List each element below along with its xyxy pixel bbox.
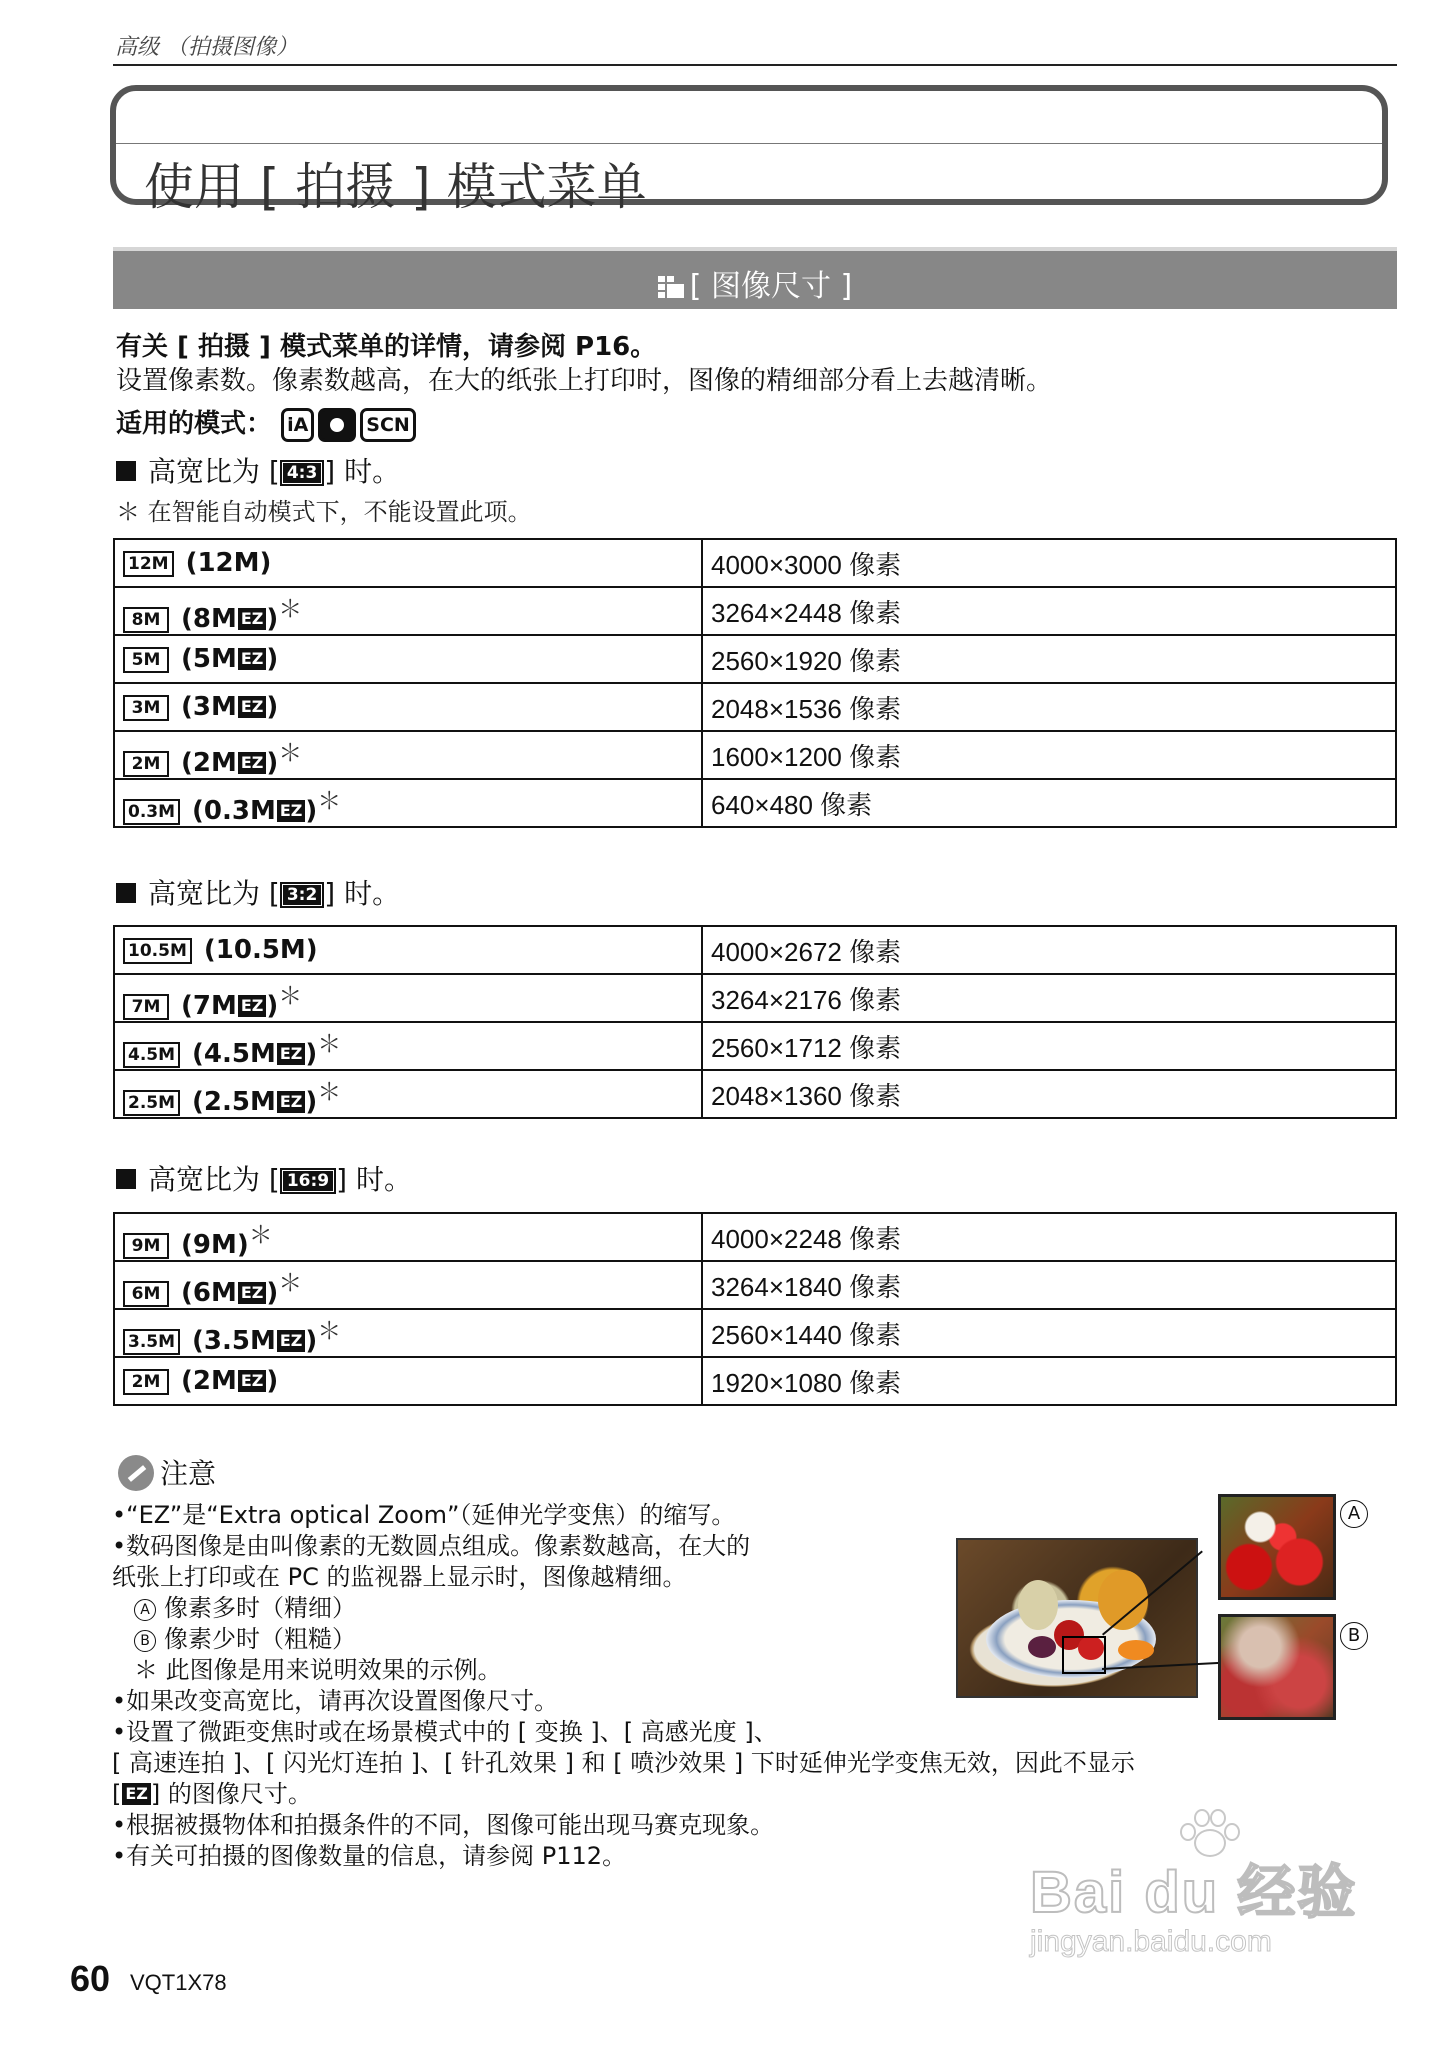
legend-a-text: 像素多时（精细）	[164, 1594, 356, 1622]
paw-logo-icon	[1180, 1805, 1240, 1855]
size-icon: 10.5M	[123, 938, 192, 964]
close-paren: )	[266, 747, 279, 778]
size-label: (10.5M	[203, 935, 306, 965]
zoom-region-box	[1062, 1636, 1106, 1674]
close-paren: )	[266, 1366, 279, 1396]
intro-reference: 有关 [ 拍摄 ] 模式菜单的详情，请参阅 P16。	[116, 332, 657, 362]
size-row	[114, 1357, 1396, 1405]
close-paren: )	[305, 1325, 318, 1356]
size-option-cell	[114, 635, 702, 683]
size-row	[114, 1261, 1396, 1309]
note-item: •设置了微距变焦时或在场景模式中的 [ 变换 ]、[ 高感光度 ]、	[112, 1718, 778, 1746]
size-label: (2M	[181, 747, 237, 778]
close-paren: )	[305, 795, 318, 826]
note-item: 纸张上打印或在 PC 的监视器上显示时，图像越精细。	[112, 1563, 687, 1591]
note-title: 注意	[160, 1457, 217, 1490]
size-label: (2.5M	[192, 1086, 276, 1117]
pencil-icon	[118, 1455, 154, 1491]
pixel-count-cell: 3264×2448 像素	[702, 587, 1396, 635]
size-option-cell	[114, 1261, 702, 1309]
asterisk-mark: ＊	[278, 981, 303, 1010]
ez-badge: EZ	[238, 648, 267, 670]
close-paren: )	[266, 644, 279, 674]
size-option-cell	[114, 1070, 702, 1118]
legend-b-text: 像素少时（粗糙）	[164, 1625, 356, 1653]
note-item: •根据被摄物体和拍摄条件的不同，图像可能出现马赛克现象。	[112, 1811, 775, 1839]
circle-a-icon: A	[1340, 1500, 1368, 1528]
size-row	[114, 539, 1396, 587]
size-option-cell	[114, 1357, 702, 1405]
size-icon: 8M	[123, 607, 169, 633]
close-paren: )	[266, 990, 279, 1021]
asterisk-mark: ＊	[317, 786, 342, 815]
size-row	[114, 635, 1396, 683]
size-label: (0.3M	[192, 795, 276, 826]
pixel-count-cell: 1600×1200 像素	[702, 731, 1396, 779]
size-option-cell	[114, 683, 702, 731]
bullet-square-icon	[116, 883, 136, 903]
close-paren: )	[266, 603, 279, 634]
ratio-suffix: ] 时。	[324, 877, 401, 910]
size-row	[114, 974, 1396, 1022]
size-label: (4.5M	[192, 1038, 276, 1069]
ratio-prefix: 高宽比为 [	[148, 877, 280, 910]
ratio-heading-3-2	[116, 872, 400, 912]
note-heading	[118, 1452, 216, 1492]
ratio-prefix: 高宽比为 [	[148, 1163, 280, 1196]
size-table-3-2	[113, 925, 1397, 1119]
circle-b-icon: B	[1340, 1622, 1368, 1650]
baidu-watermark	[1030, 1845, 1357, 1959]
ez-badge: EZ	[238, 1282, 267, 1304]
asterisk-mark: ＊	[278, 594, 303, 623]
size-label: (2M	[181, 1366, 237, 1396]
size-icon: 7M	[123, 994, 169, 1020]
pixel-count-cell: 3264×1840 像素	[702, 1261, 1396, 1309]
page-number: 60	[70, 1958, 111, 1999]
pixel-count-cell: 4000×3000 像素	[702, 539, 1396, 587]
asterisk-mark: ＊	[317, 1029, 342, 1058]
watermark-logo: Bai du 经验	[1030, 1860, 1358, 1925]
size-row	[114, 1309, 1396, 1357]
asterisk-mark: ＊	[317, 1316, 342, 1345]
size-option-cell	[114, 974, 702, 1022]
ratio-suffix: ] 时。	[336, 1163, 412, 1196]
size-row	[114, 1022, 1396, 1070]
asterisk-mark: ＊	[317, 1077, 342, 1106]
pixel-count-cell: 2560×1920 像素	[702, 635, 1396, 683]
applicable-modes	[116, 403, 420, 442]
size-label: (7M	[181, 990, 237, 1021]
document-code: VQT1X78	[130, 1970, 227, 1995]
pixel-count-cell: 2560×1712 像素	[702, 1022, 1396, 1070]
size-label: (5M	[181, 644, 237, 674]
asterisk-mark: ＊	[278, 738, 303, 767]
running-head: 高级 （拍摄图像）	[115, 35, 298, 60]
title-inner-rule	[116, 143, 1382, 144]
size-label: (6M	[181, 1277, 237, 1308]
size-option-cell	[114, 1022, 702, 1070]
modes-label: 适用的模式：	[116, 409, 273, 439]
close-paren: )	[266, 1277, 279, 1308]
size-icon: 4.5M	[123, 1042, 180, 1068]
pixel-count-cell: 2048×1360 像素	[702, 1070, 1396, 1118]
size-row	[114, 1213, 1396, 1261]
size-label: (12M	[185, 548, 260, 578]
size-option-cell	[114, 731, 702, 779]
pixel-count-cell: 4000×2672 像素	[702, 926, 1396, 974]
header-rule	[113, 64, 1397, 66]
size-option-cell	[114, 926, 702, 974]
size-icon: 6M	[123, 1281, 169, 1307]
ez-badge: EZ	[238, 1370, 267, 1392]
legend-note: ＊ 此图像是用来说明效果的示例。	[134, 1656, 502, 1684]
label-a	[1340, 1500, 1376, 1528]
watermark-url: jingyan.baidu.com	[1030, 1925, 1272, 1958]
size-row	[114, 731, 1396, 779]
size-option-cell	[114, 779, 702, 827]
note-item: •数码图像是由叫像素的无数圆点组成。像素数越高，在大的	[112, 1532, 751, 1560]
size-table-16-9	[113, 1212, 1397, 1406]
ez-badge: EZ	[122, 1783, 151, 1805]
note-item: [ 高速连拍 ]、[ 闪光灯连拍 ]、[ 针孔效果 ] 和 [ 喷沙效果 ] 下时延伸光学变焦无效，因此不显示	[112, 1749, 1135, 1777]
fruit	[1118, 1640, 1154, 1660]
zoom-fine-image	[1218, 1494, 1336, 1600]
camera-mode-icon	[318, 408, 356, 442]
ratio-heading-16-9	[116, 1158, 412, 1198]
pixel-count-cell: 4000×2248 像素	[702, 1213, 1396, 1261]
ez-badge: EZ	[238, 608, 267, 630]
zoom-coarse-image	[1218, 1614, 1336, 1720]
title-box	[110, 85, 1388, 216]
size-label: (9M	[181, 1229, 237, 1260]
page-title: 使用 [ 拍摄 ] 模式菜单	[144, 158, 647, 216]
size-option-cell	[114, 587, 702, 635]
size-row	[114, 1070, 1396, 1118]
size-row	[114, 926, 1396, 974]
ratio-badge: 4:3	[280, 460, 324, 486]
ez-badge: EZ	[238, 995, 267, 1017]
asterisk-mark: ＊	[278, 1268, 303, 1297]
size-row	[114, 779, 1396, 827]
ez-badge: EZ	[277, 1043, 306, 1065]
size-label: (3.5M	[192, 1325, 276, 1356]
pixel-count-cell: 2560×1440 像素	[702, 1309, 1396, 1357]
circle-b-icon: B	[134, 1630, 156, 1652]
ratio-badge: 3:2	[280, 882, 324, 908]
size-table-4-3	[113, 538, 1397, 828]
size-icon: 3.5M	[123, 1329, 180, 1355]
ez-badge: EZ	[238, 752, 267, 774]
ez-badge: EZ	[238, 696, 267, 718]
fruit-plate-image	[956, 1538, 1198, 1698]
intelligent-auto-icon: iA	[281, 408, 314, 442]
close-paren: )	[305, 1038, 318, 1069]
ez-badge: EZ	[277, 1330, 306, 1352]
bullet-square-icon	[116, 1169, 136, 1189]
intro-description: 设置像素数。像素数越高，在大的纸张上打印时，图像的精细部分看上去越清晰。	[116, 366, 1053, 396]
scene-mode-icon: SCN	[360, 408, 416, 442]
fruit	[1028, 1636, 1056, 1658]
note-item: •有关可拍摄的图像数量的信息，请参阅 P112。	[112, 1842, 627, 1870]
size-row	[114, 587, 1396, 635]
image-size-icon	[658, 276, 684, 298]
label-b	[1340, 1622, 1376, 1650]
size-label: (8M	[181, 603, 237, 634]
note-item: •如果改变高宽比，请再次设置图像尺寸。	[112, 1687, 559, 1715]
pixel-count-cell: 3264×2176 像素	[702, 974, 1396, 1022]
size-option-cell	[114, 1213, 702, 1261]
close-paren: )	[266, 692, 279, 722]
size-row	[114, 683, 1396, 731]
size-icon: 2M	[123, 751, 169, 777]
note-item: •“EZ”是“Extra optical Zoom”（延伸光学变焦）的缩写。	[112, 1501, 736, 1529]
close-paren: )	[305, 935, 318, 965]
size-label: (3M	[181, 692, 237, 722]
size-option-cell	[114, 539, 702, 587]
size-icon: 9M	[123, 1233, 169, 1259]
ratio-heading-4-3	[116, 450, 400, 490]
ratio-suffix: ] 时。	[324, 455, 401, 488]
section-title: [ 图像尺寸 ]	[689, 269, 853, 304]
close-paren: )	[259, 548, 272, 578]
size-option-cell	[114, 1309, 702, 1357]
circle-a-icon: A	[134, 1599, 156, 1621]
size-icon: 3M	[123, 695, 169, 721]
ratio-note: ＊ 在智能自动模式下，不能设置此项。	[116, 498, 532, 526]
pixel-count-cell: 640×480 像素	[702, 779, 1396, 827]
close-paren: )	[305, 1086, 318, 1117]
size-icon: 12M	[123, 551, 174, 577]
bullet-square-icon	[116, 461, 136, 481]
section-bar	[113, 247, 1397, 309]
fruit	[1018, 1580, 1058, 1630]
pixel-count-cell: 2048×1536 像素	[702, 683, 1396, 731]
size-icon: 2M	[123, 1369, 169, 1395]
pixel-count-cell: 1920×1080 像素	[702, 1357, 1396, 1405]
ez-badge: EZ	[277, 1091, 306, 1113]
note-item: [ EZ ] 的图像尺寸。	[112, 1780, 312, 1808]
size-icon: 0.3M	[123, 799, 180, 825]
size-icon: 5M	[123, 647, 169, 673]
ratio-badge: 16:9	[280, 1168, 336, 1194]
ratio-prefix: 高宽比为 [	[148, 455, 280, 488]
asterisk-mark: ＊	[248, 1220, 273, 1249]
size-icon: 2.5M	[123, 1090, 180, 1116]
ez-badge: EZ	[277, 800, 306, 822]
close-paren: )	[236, 1229, 249, 1260]
